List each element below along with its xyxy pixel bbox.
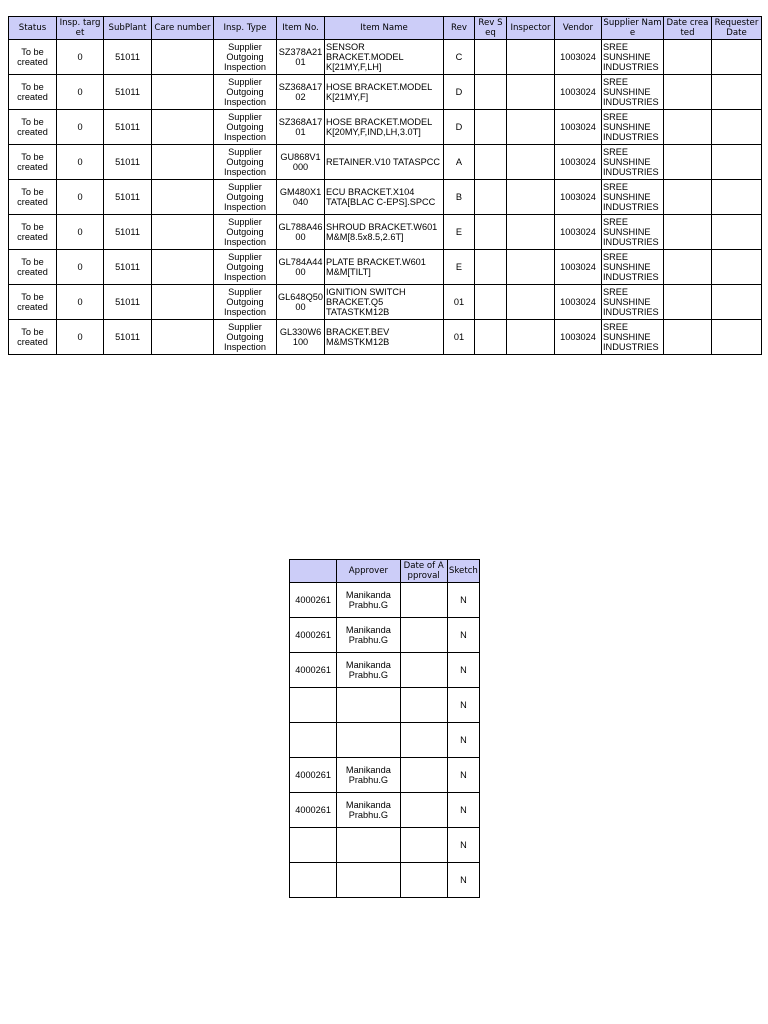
requester-date-cell: [712, 215, 762, 250]
header-insp-target: Insp. target: [57, 17, 104, 40]
header-inspector: Inspector: [507, 17, 555, 40]
insp-type-cell: Supplier Outgoing Inspection: [214, 320, 277, 355]
rev-seq-cell: [475, 180, 507, 215]
insp-target-cell: 0: [57, 75, 104, 110]
rev-seq-cell: [475, 75, 507, 110]
requester-date-cell: [712, 320, 762, 355]
table-row: [9, 320, 762, 355]
subplant-cell: 51011: [104, 215, 152, 250]
date-of-approval-cell: [400, 688, 447, 723]
item-no-cell: GL788A4600: [277, 215, 325, 250]
table-row: [9, 75, 762, 110]
sketch-cell: N: [447, 653, 479, 688]
vendor-cell: 1003024: [555, 285, 602, 320]
vendor-cell: 1003024: [555, 215, 602, 250]
item-no-cell: SZ368A1701: [277, 110, 325, 145]
status-cell: To be created: [9, 40, 57, 75]
table-row: [9, 40, 762, 75]
requester-date-cell: [712, 285, 762, 320]
status-cell: To be created: [9, 285, 57, 320]
item-name-cell: HOSE BRACKET.MODEL K[20MY,F,IND,LH,3.0T]: [325, 110, 444, 145]
approver-id-cell: 4000261: [290, 618, 337, 653]
approval-table-body: [290, 583, 480, 898]
rev-cell: A: [444, 145, 475, 180]
item-no-cell: GL330W6100: [277, 320, 325, 355]
status-cell: To be created: [9, 320, 57, 355]
rev-seq-cell: [475, 145, 507, 180]
vendor-cell: 1003024: [555, 250, 602, 285]
header-care-number: Care number: [152, 17, 214, 40]
inspection-table: [8, 16, 762, 355]
rev-cell: D: [444, 75, 475, 110]
approver-cell: Manikanda Prabhu.G: [337, 758, 400, 793]
status-cell: To be created: [9, 110, 57, 145]
insp-target-cell: 0: [57, 215, 104, 250]
vendor-cell: 1003024: [555, 110, 602, 145]
date-created-cell: [664, 250, 712, 285]
status-cell: To be created: [9, 180, 57, 215]
inspector-cell: [507, 75, 555, 110]
insp-type-cell: Supplier Outgoing Inspection: [214, 285, 277, 320]
care-number-cell: [152, 145, 214, 180]
rev-cell: E: [444, 250, 475, 285]
date-created-cell: [664, 110, 712, 145]
item-name-cell: IGNITION SWITCH BRACKET.Q5 TATASTKM12B: [325, 285, 444, 320]
sketch-cell: N: [447, 758, 479, 793]
table-row: [9, 145, 762, 180]
header-approver: Approver: [337, 560, 400, 583]
date-created-cell: [664, 215, 712, 250]
item-name-cell: ECU BRACKET.X104 TATA[BLAC C-EPS].SPCC: [325, 180, 444, 215]
rev-seq-cell: [475, 215, 507, 250]
rev-seq-cell: [475, 320, 507, 355]
insp-type-cell: Supplier Outgoing Inspection: [214, 180, 277, 215]
rev-seq-cell: [475, 285, 507, 320]
date-of-approval-cell: [400, 618, 447, 653]
requester-date-cell: [712, 180, 762, 215]
subplant-cell: 51011: [104, 110, 152, 145]
rev-cell: 01: [444, 285, 475, 320]
table-row: [290, 653, 480, 688]
sketch-cell: N: [447, 723, 479, 758]
date-of-approval-cell: [400, 653, 447, 688]
approver-id-cell: [290, 723, 337, 758]
vendor-cell: 1003024: [555, 75, 602, 110]
insp-type-cell: Supplier Outgoing Inspection: [214, 40, 277, 75]
header-sketch: Sketch: [447, 560, 479, 583]
requester-date-cell: [712, 250, 762, 285]
table-row: [290, 863, 480, 898]
care-number-cell: [152, 320, 214, 355]
table-row: [9, 180, 762, 215]
item-no-cell: GM480X1040: [277, 180, 325, 215]
approver-cell: [337, 828, 400, 863]
item-no-cell: SZ378A2101: [277, 40, 325, 75]
supplier-name-cell: SREE SUNSHINE INDUSTRIES: [602, 40, 664, 75]
vendor-cell: 1003024: [555, 145, 602, 180]
requester-date-cell: [712, 110, 762, 145]
inspection-header-row: [9, 17, 762, 40]
header-requester-date: Requester Date: [712, 17, 762, 40]
rev-cell: C: [444, 40, 475, 75]
supplier-name-cell: SREE SUNSHINE INDUSTRIES: [602, 215, 664, 250]
header-status: Status: [9, 17, 57, 40]
item-name-cell: RETAINER.V10 TATASPCC: [325, 145, 444, 180]
date-created-cell: [664, 40, 712, 75]
approver-id-cell: 4000261: [290, 793, 337, 828]
item-name-cell: SENSOR BRACKET.MODEL K[21MY,F,LH]: [325, 40, 444, 75]
item-no-cell: SZ368A1702: [277, 75, 325, 110]
table-row: [290, 793, 480, 828]
status-cell: To be created: [9, 215, 57, 250]
supplier-name-cell: SREE SUNSHINE INDUSTRIES: [602, 145, 664, 180]
approver-cell: Manikanda Prabhu.G: [337, 618, 400, 653]
insp-target-cell: 0: [57, 145, 104, 180]
header-approver-id: [290, 560, 337, 583]
item-name-cell: HOSE BRACKET.MODEL K[21MY,F]: [325, 75, 444, 110]
care-number-cell: [152, 250, 214, 285]
inspector-cell: [507, 145, 555, 180]
supplier-name-cell: SREE SUNSHINE INDUSTRIES: [602, 320, 664, 355]
header-supplier-name: Supplier Name: [603, 18, 662, 38]
table-row: [290, 758, 480, 793]
header-rev: Rev: [444, 17, 475, 40]
sketch-cell: N: [447, 688, 479, 723]
table-row: [9, 110, 762, 145]
subplant-cell: 51011: [104, 40, 152, 75]
approver-id-cell: [290, 863, 337, 898]
inspection-table-body: [9, 40, 762, 355]
header-item-no: Item No.: [277, 17, 325, 40]
status-cell: To be created: [9, 145, 57, 180]
approver-cell: Manikanda Prabhu.G: [337, 793, 400, 828]
inspector-cell: [507, 215, 555, 250]
supplier-name-cell: SREE SUNSHINE INDUSTRIES: [602, 285, 664, 320]
header-rev-seq: Rev Seq: [475, 17, 507, 40]
header-date-of-approval: Date of Approval: [400, 560, 447, 583]
rev-seq-cell: [475, 40, 507, 75]
status-cell: To be created: [9, 75, 57, 110]
approver-id-cell: [290, 828, 337, 863]
vendor-cell: 1003024: [555, 40, 602, 75]
supplier-name-cell: SREE SUNSHINE INDUSTRIES: [602, 180, 664, 215]
vendor-cell: 1003024: [555, 320, 602, 355]
inspector-cell: [507, 110, 555, 145]
date-created-cell: [664, 285, 712, 320]
insp-target-cell: 0: [57, 285, 104, 320]
care-number-cell: [152, 285, 214, 320]
requester-date-cell: [712, 145, 762, 180]
table-row: [290, 583, 480, 618]
approver-id-cell: 4000261: [290, 758, 337, 793]
item-name-cell: PLATE BRACKET.W601 M&M[TILT]: [325, 250, 444, 285]
approver-cell: [337, 688, 400, 723]
approval-table: [289, 559, 480, 898]
insp-target-cell: 0: [57, 250, 104, 285]
insp-type-cell: Supplier Outgoing Inspection: [214, 215, 277, 250]
care-number-cell: [152, 180, 214, 215]
approver-id-cell: 4000261: [290, 583, 337, 618]
header-vendor: Vendor: [555, 17, 602, 40]
date-of-approval-cell: [400, 793, 447, 828]
insp-type-cell: Supplier Outgoing Inspection: [214, 145, 277, 180]
insp-target-cell: 0: [57, 180, 104, 215]
care-number-cell: [152, 110, 214, 145]
supplier-name-cell: SREE SUNSHINE INDUSTRIES: [602, 250, 664, 285]
date-created-cell: [664, 145, 712, 180]
care-number-cell: [152, 215, 214, 250]
date-of-approval-cell: [400, 863, 447, 898]
insp-target-cell: 0: [57, 110, 104, 145]
insp-target-cell: 0: [57, 320, 104, 355]
date-of-approval-cell: [400, 583, 447, 618]
approver-cell: Manikanda Prabhu.G: [337, 583, 400, 618]
approver-cell: Manikanda Prabhu.G: [337, 653, 400, 688]
item-no-cell: GL784A4400: [277, 250, 325, 285]
item-name-cell: SHROUD BRACKET.W601 M&M[8.5x8.5,2.6T]: [325, 215, 444, 250]
sketch-cell: N: [447, 863, 479, 898]
care-number-cell: [152, 75, 214, 110]
requester-date-cell: [712, 75, 762, 110]
inspector-cell: [507, 285, 555, 320]
inspector-cell: [507, 320, 555, 355]
approver-id-cell: [290, 688, 337, 723]
insp-type-cell: Supplier Outgoing Inspection: [214, 250, 277, 285]
insp-target-cell: 0: [57, 40, 104, 75]
supplier-name-cell: SREE SUNSHINE INDUSTRIES: [602, 75, 664, 110]
rev-seq-cell: [475, 250, 507, 285]
date-created-cell: [664, 180, 712, 215]
table-row: [290, 618, 480, 653]
rev-cell: 01: [444, 320, 475, 355]
subplant-cell: 51011: [104, 320, 152, 355]
date-of-approval-cell: [400, 828, 447, 863]
header-subplant: SubPlant: [104, 17, 152, 40]
item-no-cell: GL648Q5000: [277, 285, 325, 320]
header-item-name: Item Name: [325, 17, 444, 40]
approver-cell: [337, 723, 400, 758]
subplant-cell: 51011: [104, 285, 152, 320]
table-row: [9, 215, 762, 250]
header-insp-type: Insp. Type: [214, 17, 277, 40]
subplant-cell: 51011: [104, 250, 152, 285]
subplant-cell: 51011: [104, 75, 152, 110]
date-of-approval-cell: [400, 758, 447, 793]
approver-cell: [337, 863, 400, 898]
table-row: [290, 688, 480, 723]
vendor-cell: 1003024: [555, 180, 602, 215]
table-row: [290, 828, 480, 863]
sketch-cell: N: [447, 828, 479, 863]
rev-seq-cell: [475, 110, 507, 145]
date-of-approval-cell: [400, 723, 447, 758]
inspector-cell: [507, 250, 555, 285]
status-cell: To be created: [9, 250, 57, 285]
rev-cell: B: [444, 180, 475, 215]
subplant-cell: 51011: [104, 180, 152, 215]
item-name-cell: BRACKET.BEV M&MSTKM12B: [325, 320, 444, 355]
sketch-cell: N: [447, 618, 479, 653]
inspector-cell: [507, 40, 555, 75]
inspector-cell: [507, 180, 555, 215]
date-created-cell: [664, 320, 712, 355]
rev-cell: D: [444, 110, 475, 145]
insp-type-cell: Supplier Outgoing Inspection: [214, 75, 277, 110]
insp-type-cell: Supplier Outgoing Inspection: [214, 110, 277, 145]
header-date-created: Date created: [664, 17, 712, 40]
approval-header-row: [290, 560, 480, 583]
supplier-name-cell: SREE SUNSHINE INDUSTRIES: [602, 110, 664, 145]
rev-cell: E: [444, 215, 475, 250]
sketch-cell: N: [447, 583, 479, 618]
item-no-cell: GU868V1000: [277, 145, 325, 180]
care-number-cell: [152, 40, 214, 75]
subplant-cell: 51011: [104, 145, 152, 180]
table-row: [290, 723, 480, 758]
approver-id-cell: 4000261: [290, 653, 337, 688]
table-row: [9, 250, 762, 285]
date-created-cell: [664, 75, 712, 110]
table-row: [9, 285, 762, 320]
requester-date-cell: [712, 40, 762, 75]
sketch-cell: N: [447, 793, 479, 828]
